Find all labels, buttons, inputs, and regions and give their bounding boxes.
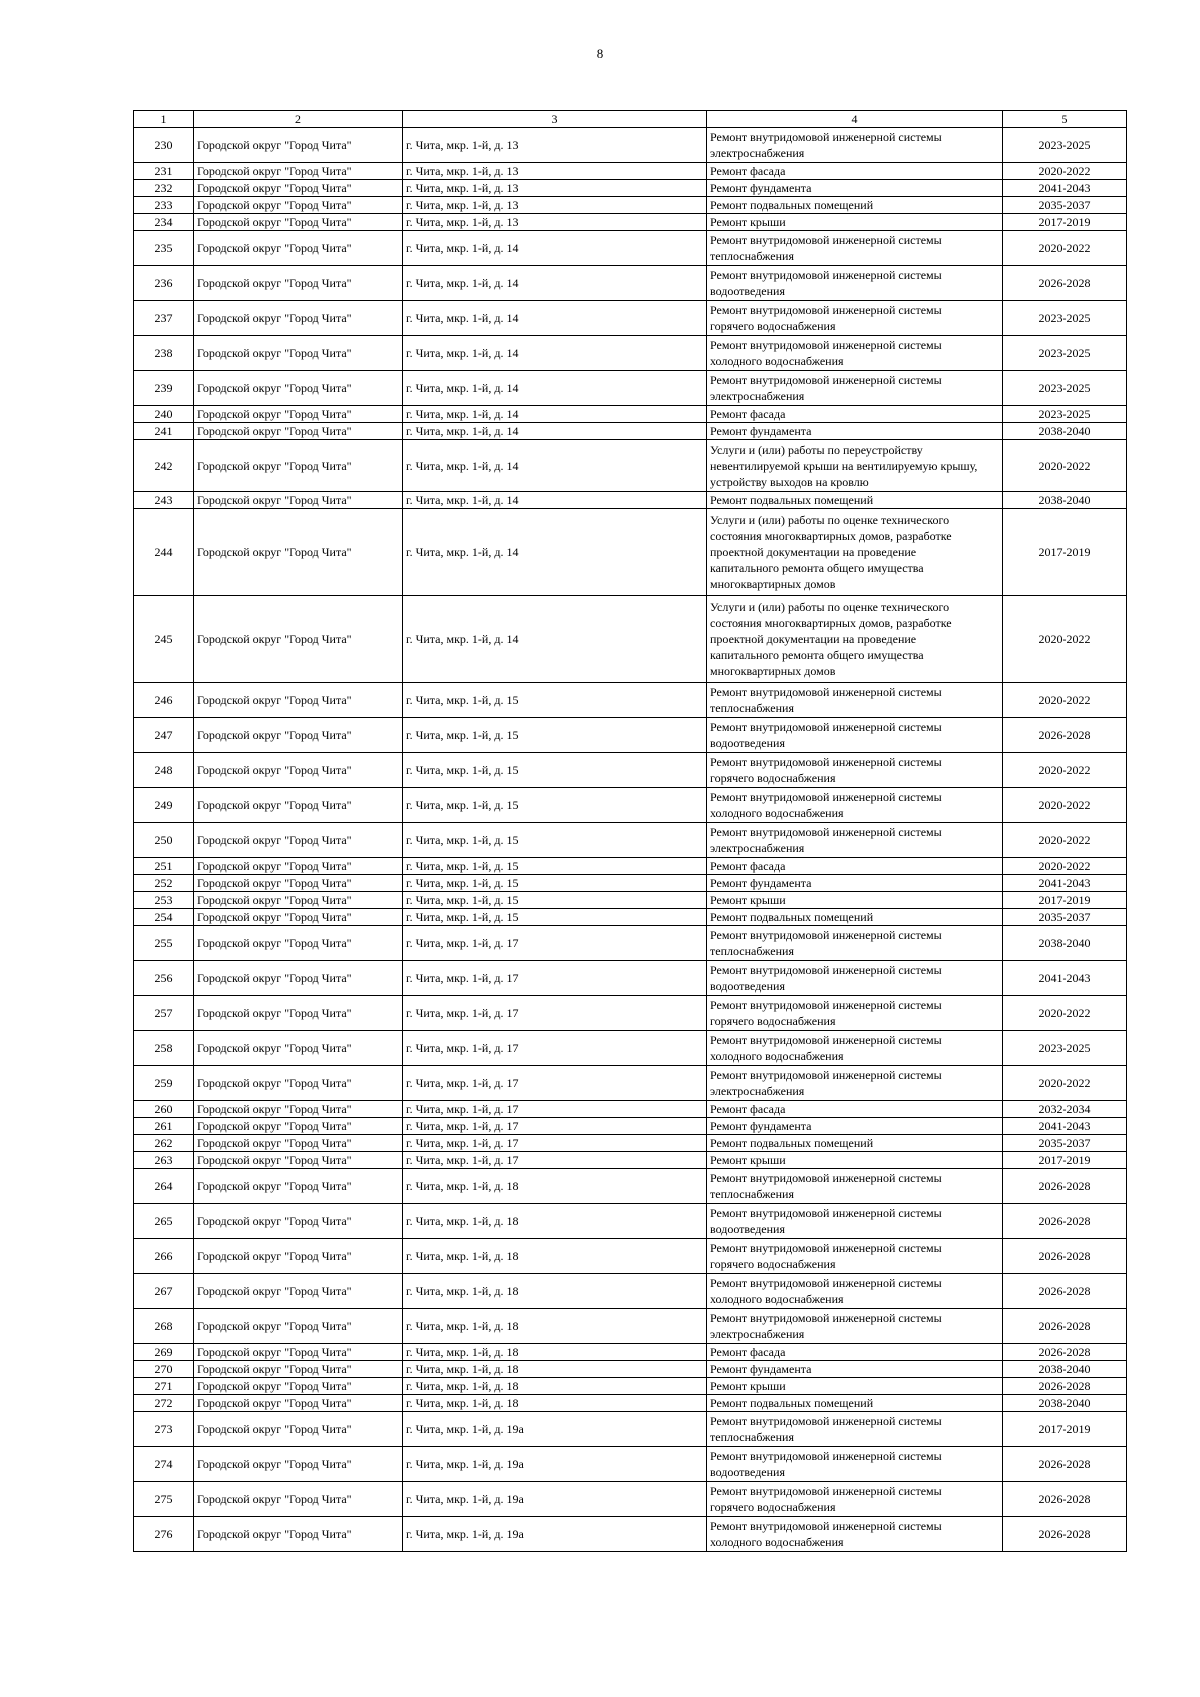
row-number-cell: 260 bbox=[134, 1101, 194, 1118]
row-number-cell: 274 bbox=[134, 1447, 194, 1482]
period-cell: 2020-2022 bbox=[1003, 163, 1127, 180]
address-cell: г. Чита, мкр. 1-й, д. 14 bbox=[403, 492, 707, 509]
address-cell: г. Чита, мкр. 1-й, д. 19а bbox=[403, 1412, 707, 1447]
municipality-cell: Городской округ "Город Чита" bbox=[194, 1152, 403, 1169]
period-cell: 2017-2019 bbox=[1003, 1412, 1127, 1447]
work-type-cell: Ремонт фундамента bbox=[707, 1118, 1003, 1135]
table-row bbox=[134, 909, 1127, 926]
address-cell: г. Чита, мкр. 1-й, д. 14 bbox=[403, 423, 707, 440]
period-cell: 2038-2040 bbox=[1003, 1361, 1127, 1378]
row-number-cell: 263 bbox=[134, 1152, 194, 1169]
work-type-cell: Ремонт фундамента bbox=[707, 1361, 1003, 1378]
row-number-cell: 275 bbox=[134, 1482, 194, 1517]
municipality-cell: Городской округ "Город Чита" bbox=[194, 1118, 403, 1135]
period-cell: 2032-2034 bbox=[1003, 1101, 1127, 1118]
period-cell: 2041-2043 bbox=[1003, 1118, 1127, 1135]
period-cell: 2038-2040 bbox=[1003, 492, 1127, 509]
work-type-cell: Ремонт внутридомовой инженерной системы водоотведения bbox=[707, 961, 1003, 996]
table-row bbox=[134, 336, 1127, 371]
period-cell: 2035-2037 bbox=[1003, 909, 1127, 926]
municipality-cell: Городской округ "Город Чита" bbox=[194, 875, 403, 892]
municipality-cell: Городской округ "Город Чита" bbox=[194, 231, 403, 266]
work-type-cell: Ремонт внутридомовой инженерной системы теплоснабжения bbox=[707, 926, 1003, 961]
period-cell: 2017-2019 bbox=[1003, 1152, 1127, 1169]
header-row bbox=[134, 111, 1127, 128]
address-cell: г. Чита, мкр. 1-й, д. 17 bbox=[403, 1101, 707, 1118]
row-number-cell: 247 bbox=[134, 718, 194, 753]
table-row bbox=[134, 1344, 1127, 1361]
municipality-cell: Городской округ "Город Чита" bbox=[194, 961, 403, 996]
address-cell: г. Чита, мкр. 1-й, д. 15 bbox=[403, 788, 707, 823]
address-cell: г. Чита, мкр. 1-й, д. 15 bbox=[403, 875, 707, 892]
table-row bbox=[134, 492, 1127, 509]
table-row bbox=[134, 683, 1127, 718]
address-cell: г. Чита, мкр. 1-й, д. 14 bbox=[403, 301, 707, 336]
row-number-cell: 238 bbox=[134, 336, 194, 371]
address-cell: г. Чита, мкр. 1-й, д. 17 bbox=[403, 926, 707, 961]
work-type-cell: Ремонт внутридомовой инженерной системы теплоснабжения bbox=[707, 231, 1003, 266]
work-type-cell: Ремонт внутридомовой инженерной системы водоотведения bbox=[707, 266, 1003, 301]
municipality-cell: Городской округ "Город Чита" bbox=[194, 1239, 403, 1274]
work-type-cell: Ремонт внутридомовой инженерной системы горячего водоснабжения bbox=[707, 301, 1003, 336]
municipality-cell: Городской округ "Город Чита" bbox=[194, 266, 403, 301]
municipality-cell: Городской округ "Город Чита" bbox=[194, 1274, 403, 1309]
row-number-cell: 232 bbox=[134, 180, 194, 197]
table-row bbox=[134, 301, 1127, 336]
work-type-cell: Ремонт фасада bbox=[707, 1344, 1003, 1361]
period-cell: 2041-2043 bbox=[1003, 961, 1127, 996]
column-header: 2 bbox=[194, 111, 403, 128]
address-cell: г. Чита, мкр. 1-й, д. 13 bbox=[403, 128, 707, 163]
address-cell: г. Чита, мкр. 1-й, д. 15 bbox=[403, 892, 707, 909]
period-cell: 2020-2022 bbox=[1003, 596, 1127, 683]
row-number-cell: 264 bbox=[134, 1169, 194, 1204]
work-type-cell: Ремонт внутридомовой инженерной системы горячего водоснабжения bbox=[707, 1482, 1003, 1517]
period-cell: 2020-2022 bbox=[1003, 823, 1127, 858]
table-row bbox=[134, 406, 1127, 423]
row-number-cell: 245 bbox=[134, 596, 194, 683]
row-number-cell: 248 bbox=[134, 753, 194, 788]
period-cell: 2038-2040 bbox=[1003, 926, 1127, 961]
address-cell: г. Чита, мкр. 1-й, д. 18 bbox=[403, 1361, 707, 1378]
table-row bbox=[134, 753, 1127, 788]
work-type-cell: Ремонт фасада bbox=[707, 406, 1003, 423]
period-cell: 2026-2028 bbox=[1003, 1447, 1127, 1482]
period-cell: 2041-2043 bbox=[1003, 180, 1127, 197]
row-number-cell: 239 bbox=[134, 371, 194, 406]
municipality-cell: Городской округ "Город Чита" bbox=[194, 509, 403, 596]
work-type-cell: Ремонт внутридомовой инженерной системы водоотведения bbox=[707, 1447, 1003, 1482]
municipality-cell: Городской округ "Город Чита" bbox=[194, 909, 403, 926]
row-number-cell: 242 bbox=[134, 440, 194, 492]
address-cell: г. Чита, мкр. 1-й, д. 13 bbox=[403, 214, 707, 231]
municipality-cell: Городской округ "Город Чита" bbox=[194, 1031, 403, 1066]
work-type-cell: Ремонт внутридомовой инженерной системы горячего водоснабжения bbox=[707, 996, 1003, 1031]
work-type-cell: Ремонт внутридомовой инженерной системы горячего водоснабжения bbox=[707, 753, 1003, 788]
period-cell: 2020-2022 bbox=[1003, 231, 1127, 266]
table-row bbox=[134, 163, 1127, 180]
row-number-cell: 241 bbox=[134, 423, 194, 440]
row-number-cell: 236 bbox=[134, 266, 194, 301]
period-cell: 2026-2028 bbox=[1003, 266, 1127, 301]
table-row bbox=[134, 1517, 1127, 1552]
row-number-cell: 276 bbox=[134, 1517, 194, 1552]
row-number-cell: 266 bbox=[134, 1239, 194, 1274]
work-type-cell: Услуги и (или) работы по оценке технического состояния многоквартирных домов, разработке проектной документации на проведение капитального ремонта общего имущества многоквартирных домов bbox=[707, 509, 1003, 596]
work-type-cell: Ремонт внутридомовой инженерной системы холодного водоснабжения bbox=[707, 1031, 1003, 1066]
work-type-cell: Ремонт подвальных помещений bbox=[707, 1395, 1003, 1412]
address-cell: г. Чита, мкр. 1-й, д. 17 bbox=[403, 1152, 707, 1169]
municipality-cell: Городской округ "Город Чита" bbox=[194, 1101, 403, 1118]
work-type-cell: Ремонт подвальных помещений bbox=[707, 492, 1003, 509]
work-type-cell: Ремонт внутридомовой инженерной системы теплоснабжения bbox=[707, 1169, 1003, 1204]
row-number-cell: 255 bbox=[134, 926, 194, 961]
work-type-cell: Ремонт крыши bbox=[707, 1152, 1003, 1169]
municipality-cell: Городской округ "Город Чита" bbox=[194, 406, 403, 423]
column-header: 4 bbox=[707, 111, 1003, 128]
table-row bbox=[134, 926, 1127, 961]
row-number-cell: 272 bbox=[134, 1395, 194, 1412]
table-row bbox=[134, 961, 1127, 996]
row-number-cell: 240 bbox=[134, 406, 194, 423]
municipality-cell: Городской округ "Город Чита" bbox=[194, 823, 403, 858]
period-cell: 2026-2028 bbox=[1003, 1204, 1127, 1239]
row-number-cell: 265 bbox=[134, 1204, 194, 1239]
work-type-cell: Ремонт внутридомовой инженерной системы электроснабжения bbox=[707, 1066, 1003, 1101]
row-number-cell: 273 bbox=[134, 1412, 194, 1447]
address-cell: г. Чита, мкр. 1-й, д. 18 bbox=[403, 1378, 707, 1395]
table-row bbox=[134, 1361, 1127, 1378]
period-cell: 2026-2028 bbox=[1003, 1309, 1127, 1344]
period-cell: 2017-2019 bbox=[1003, 892, 1127, 909]
row-number-cell: 237 bbox=[134, 301, 194, 336]
table-row bbox=[134, 1482, 1127, 1517]
table-row bbox=[134, 180, 1127, 197]
work-type-cell: Ремонт внутридомовой инженерной системы электроснабжения bbox=[707, 128, 1003, 163]
period-cell: 2035-2037 bbox=[1003, 1135, 1127, 1152]
municipality-cell: Городской округ "Город Чита" bbox=[194, 492, 403, 509]
period-cell: 2017-2019 bbox=[1003, 214, 1127, 231]
table-row bbox=[134, 1274, 1127, 1309]
municipality-cell: Городской округ "Город Чита" bbox=[194, 683, 403, 718]
municipality-cell: Городской округ "Город Чита" bbox=[194, 197, 403, 214]
work-type-cell: Ремонт фасада bbox=[707, 858, 1003, 875]
row-number-cell: 231 bbox=[134, 163, 194, 180]
work-type-cell: Ремонт внутридомовой инженерной системы горячего водоснабжения bbox=[707, 1239, 1003, 1274]
period-cell: 2020-2022 bbox=[1003, 753, 1127, 788]
row-number-cell: 230 bbox=[134, 128, 194, 163]
address-cell: г. Чита, мкр. 1-й, д. 18 bbox=[403, 1239, 707, 1274]
table-row bbox=[134, 718, 1127, 753]
address-cell: г. Чита, мкр. 1-й, д. 19а bbox=[403, 1482, 707, 1517]
row-number-cell: 235 bbox=[134, 231, 194, 266]
municipality-cell: Городской округ "Город Чита" bbox=[194, 301, 403, 336]
municipality-cell: Городской округ "Город Чита" bbox=[194, 892, 403, 909]
municipality-cell: Городской округ "Город Чита" bbox=[194, 1361, 403, 1378]
period-cell: 2020-2022 bbox=[1003, 1066, 1127, 1101]
address-cell: г. Чита, мкр. 1-й, д. 18 bbox=[403, 1274, 707, 1309]
period-cell: 2020-2022 bbox=[1003, 996, 1127, 1031]
municipality-cell: Городской округ "Город Чита" bbox=[194, 1517, 403, 1552]
row-number-cell: 233 bbox=[134, 197, 194, 214]
work-type-cell: Ремонт подвальных помещений bbox=[707, 197, 1003, 214]
address-cell: г. Чита, мкр. 1-й, д. 14 bbox=[403, 440, 707, 492]
period-cell: 2038-2040 bbox=[1003, 423, 1127, 440]
row-number-cell: 251 bbox=[134, 858, 194, 875]
municipality-cell: Городской округ "Город Чита" bbox=[194, 1482, 403, 1517]
municipality-cell: Городской округ "Город Чита" bbox=[194, 1447, 403, 1482]
period-cell: 2026-2028 bbox=[1003, 1482, 1127, 1517]
address-cell: г. Чита, мкр. 1-й, д. 18 bbox=[403, 1344, 707, 1361]
municipality-cell: Городской округ "Город Чита" bbox=[194, 163, 403, 180]
table-row bbox=[134, 1101, 1127, 1118]
municipality-cell: Городской округ "Город Чита" bbox=[194, 440, 403, 492]
municipality-cell: Городской округ "Город Чита" bbox=[194, 1395, 403, 1412]
row-number-cell: 246 bbox=[134, 683, 194, 718]
table-row bbox=[134, 892, 1127, 909]
row-number-cell: 250 bbox=[134, 823, 194, 858]
municipality-cell: Городской округ "Город Чита" bbox=[194, 996, 403, 1031]
municipality-cell: Городской округ "Город Чита" bbox=[194, 1412, 403, 1447]
period-cell: 2041-2043 bbox=[1003, 875, 1127, 892]
address-cell: г. Чита, мкр. 1-й, д. 15 bbox=[403, 683, 707, 718]
row-number-cell: 270 bbox=[134, 1361, 194, 1378]
period-cell: 2020-2022 bbox=[1003, 440, 1127, 492]
table-body bbox=[134, 111, 1127, 1552]
municipality-cell: Городской округ "Город Чита" bbox=[194, 371, 403, 406]
address-cell: г. Чита, мкр. 1-й, д. 14 bbox=[403, 596, 707, 683]
municipality-cell: Городской округ "Город Чита" bbox=[194, 336, 403, 371]
period-cell: 2023-2025 bbox=[1003, 1031, 1127, 1066]
row-number-cell: 258 bbox=[134, 1031, 194, 1066]
municipality-cell: Городской округ "Город Чита" bbox=[194, 858, 403, 875]
table-row bbox=[134, 823, 1127, 858]
address-cell: г. Чита, мкр. 1-й, д. 14 bbox=[403, 231, 707, 266]
table-row bbox=[134, 875, 1127, 892]
table-row bbox=[134, 1135, 1127, 1152]
address-cell: г. Чита, мкр. 1-й, д. 15 bbox=[403, 718, 707, 753]
period-cell: 2026-2028 bbox=[1003, 1378, 1127, 1395]
table-row bbox=[134, 1309, 1127, 1344]
period-cell: 2038-2040 bbox=[1003, 1395, 1127, 1412]
work-type-cell: Услуги и (или) работы по переустройству невентилируемой крыши на вентилируемую крышу, устройству выходов на кровлю bbox=[707, 440, 1003, 492]
row-number-cell: 268 bbox=[134, 1309, 194, 1344]
row-number-cell: 259 bbox=[134, 1066, 194, 1101]
address-cell: г. Чита, мкр. 1-й, д. 15 bbox=[403, 823, 707, 858]
work-type-cell: Ремонт внутридомовой инженерной системы водоотведения bbox=[707, 718, 1003, 753]
municipality-cell: Городской округ "Город Чита" bbox=[194, 1066, 403, 1101]
period-cell: 2023-2025 bbox=[1003, 406, 1127, 423]
work-type-cell: Ремонт подвальных помещений bbox=[707, 1135, 1003, 1152]
table-row bbox=[134, 788, 1127, 823]
period-cell: 2020-2022 bbox=[1003, 788, 1127, 823]
table-row bbox=[134, 1152, 1127, 1169]
address-cell: г. Чита, мкр. 1-й, д. 13 bbox=[403, 180, 707, 197]
work-type-cell: Ремонт фундамента bbox=[707, 875, 1003, 892]
address-cell: г. Чита, мкр. 1-й, д. 15 bbox=[403, 753, 707, 788]
table-row bbox=[134, 1118, 1127, 1135]
table-row bbox=[134, 128, 1127, 163]
municipality-cell: Городской округ "Город Чита" bbox=[194, 753, 403, 788]
row-number-cell: 271 bbox=[134, 1378, 194, 1395]
work-type-cell: Ремонт фасада bbox=[707, 1101, 1003, 1118]
work-type-cell: Услуги и (или) работы по оценке технического состояния многоквартирных домов, разработке проектной документации на проведение капитального ремонта общего имущества многоквартирных домов bbox=[707, 596, 1003, 683]
work-type-cell: Ремонт фундамента bbox=[707, 180, 1003, 197]
table-row bbox=[134, 266, 1127, 301]
address-cell: г. Чита, мкр. 1-й, д. 18 bbox=[403, 1309, 707, 1344]
table-row bbox=[134, 596, 1127, 683]
work-type-cell: Ремонт внутридомовой инженерной системы электроснабжения bbox=[707, 1309, 1003, 1344]
municipality-cell: Городской округ "Город Чита" bbox=[194, 1378, 403, 1395]
municipality-cell: Городской округ "Город Чита" bbox=[194, 1344, 403, 1361]
column-header: 3 bbox=[403, 111, 707, 128]
municipality-cell: Городской округ "Город Чита" bbox=[194, 1169, 403, 1204]
work-type-cell: Ремонт внутридомовой инженерной системы водоотведения bbox=[707, 1204, 1003, 1239]
municipality-cell: Городской округ "Город Чита" bbox=[194, 1204, 403, 1239]
period-cell: 2023-2025 bbox=[1003, 336, 1127, 371]
table-row bbox=[134, 1031, 1127, 1066]
address-cell: г. Чита, мкр. 1-й, д. 18 bbox=[403, 1204, 707, 1239]
column-header: 5 bbox=[1003, 111, 1127, 128]
address-cell: г. Чита, мкр. 1-й, д. 14 bbox=[403, 266, 707, 301]
capital-repair-table bbox=[133, 110, 1127, 1552]
municipality-cell: Городской округ "Город Чита" bbox=[194, 1135, 403, 1152]
address-cell: г. Чита, мкр. 1-й, д. 17 bbox=[403, 1135, 707, 1152]
period-cell: 2023-2025 bbox=[1003, 301, 1127, 336]
table-row bbox=[134, 371, 1127, 406]
table-row bbox=[134, 858, 1127, 875]
table-row bbox=[134, 1239, 1127, 1274]
row-number-cell: 269 bbox=[134, 1344, 194, 1361]
municipality-cell: Городской округ "Город Чита" bbox=[194, 180, 403, 197]
row-number-cell: 257 bbox=[134, 996, 194, 1031]
address-cell: г. Чита, мкр. 1-й, д. 13 bbox=[403, 197, 707, 214]
work-type-cell: Ремонт внутридомовой инженерной системы холодного водоснабжения bbox=[707, 788, 1003, 823]
table-row bbox=[134, 231, 1127, 266]
address-cell: г. Чита, мкр. 1-й, д. 19а bbox=[403, 1447, 707, 1482]
table-row bbox=[134, 1447, 1127, 1482]
table-row bbox=[134, 440, 1127, 492]
work-type-cell: Ремонт внутридомовой инженерной системы холодного водоснабжения bbox=[707, 1517, 1003, 1552]
period-cell: 2023-2025 bbox=[1003, 128, 1127, 163]
row-number-cell: 267 bbox=[134, 1274, 194, 1309]
period-cell: 2026-2028 bbox=[1003, 718, 1127, 753]
period-cell: 2026-2028 bbox=[1003, 1517, 1127, 1552]
table-row bbox=[134, 509, 1127, 596]
row-number-cell: 244 bbox=[134, 509, 194, 596]
address-cell: г. Чита, мкр. 1-й, д. 17 bbox=[403, 961, 707, 996]
period-cell: 2020-2022 bbox=[1003, 858, 1127, 875]
address-cell: г. Чита, мкр. 1-й, д. 14 bbox=[403, 336, 707, 371]
period-cell: 2023-2025 bbox=[1003, 371, 1127, 406]
row-number-cell: 249 bbox=[134, 788, 194, 823]
address-cell: г. Чита, мкр. 1-й, д. 17 bbox=[403, 1118, 707, 1135]
row-number-cell: 234 bbox=[134, 214, 194, 231]
municipality-cell: Городской округ "Город Чита" bbox=[194, 1309, 403, 1344]
table-row bbox=[134, 1204, 1127, 1239]
table-row bbox=[134, 197, 1127, 214]
work-type-cell: Ремонт крыши bbox=[707, 892, 1003, 909]
address-cell: г. Чита, мкр. 1-й, д. 18 bbox=[403, 1169, 707, 1204]
address-cell: г. Чита, мкр. 1-й, д. 19а bbox=[403, 1517, 707, 1552]
page-number: 8 bbox=[596, 46, 604, 61]
table-row bbox=[134, 1412, 1127, 1447]
table-row bbox=[134, 423, 1127, 440]
work-type-cell: Ремонт крыши bbox=[707, 1378, 1003, 1395]
row-number-cell: 253 bbox=[134, 892, 194, 909]
period-cell: 2026-2028 bbox=[1003, 1239, 1127, 1274]
period-cell: 2026-2028 bbox=[1003, 1274, 1127, 1309]
period-cell: 2026-2028 bbox=[1003, 1169, 1127, 1204]
row-number-cell: 243 bbox=[134, 492, 194, 509]
row-number-cell: 256 bbox=[134, 961, 194, 996]
address-cell: г. Чита, мкр. 1-й, д. 14 bbox=[403, 406, 707, 423]
address-cell: г. Чита, мкр. 1-й, д. 17 bbox=[403, 1066, 707, 1101]
municipality-cell: Городской округ "Город Чита" bbox=[194, 214, 403, 231]
work-type-cell: Ремонт внутридомовой инженерной системы холодного водоснабжения bbox=[707, 1274, 1003, 1309]
address-cell: г. Чита, мкр. 1-й, д. 14 bbox=[403, 509, 707, 596]
row-number-cell: 254 bbox=[134, 909, 194, 926]
table-row bbox=[134, 1378, 1127, 1395]
period-cell: 2017-2019 bbox=[1003, 509, 1127, 596]
work-type-cell: Ремонт внутридомовой инженерной системы электроснабжения bbox=[707, 823, 1003, 858]
table-row bbox=[134, 1169, 1127, 1204]
row-number-cell: 261 bbox=[134, 1118, 194, 1135]
work-type-cell: Ремонт внутридомовой инженерной системы холодного водоснабжения bbox=[707, 336, 1003, 371]
row-number-cell: 262 bbox=[134, 1135, 194, 1152]
table-row bbox=[134, 996, 1127, 1031]
table-row bbox=[134, 1066, 1127, 1101]
work-type-cell: Ремонт фасада bbox=[707, 163, 1003, 180]
address-cell: г. Чита, мкр. 1-й, д. 15 bbox=[403, 909, 707, 926]
work-type-cell: Ремонт подвальных помещений bbox=[707, 909, 1003, 926]
address-cell: г. Чита, мкр. 1-й, д. 17 bbox=[403, 1031, 707, 1066]
row-number-cell: 252 bbox=[134, 875, 194, 892]
municipality-cell: Городской округ "Город Чита" bbox=[194, 423, 403, 440]
address-cell: г. Чита, мкр. 1-й, д. 18 bbox=[403, 1395, 707, 1412]
table-row bbox=[134, 1395, 1127, 1412]
municipality-cell: Городской округ "Город Чита" bbox=[194, 788, 403, 823]
municipality-cell: Городской округ "Город Чита" bbox=[194, 926, 403, 961]
table-row bbox=[134, 214, 1127, 231]
work-type-cell: Ремонт внутридомовой инженерной системы теплоснабжения bbox=[707, 683, 1003, 718]
work-type-cell: Ремонт внутридомовой инженерной системы теплоснабжения bbox=[707, 1412, 1003, 1447]
work-type-cell: Ремонт фундамента bbox=[707, 423, 1003, 440]
period-cell: 2026-2028 bbox=[1003, 1344, 1127, 1361]
address-cell: г. Чита, мкр. 1-й, д. 17 bbox=[403, 996, 707, 1031]
period-cell: 2035-2037 bbox=[1003, 197, 1127, 214]
municipality-cell: Городской округ "Город Чита" bbox=[194, 596, 403, 683]
municipality-cell: Городской округ "Город Чита" bbox=[194, 128, 403, 163]
address-cell: г. Чита, мкр. 1-й, д. 15 bbox=[403, 858, 707, 875]
column-header: 1 bbox=[134, 111, 194, 128]
address-cell: г. Чита, мкр. 1-й, д. 14 bbox=[403, 371, 707, 406]
municipality-cell: Городской округ "Город Чита" bbox=[194, 718, 403, 753]
period-cell: 2020-2022 bbox=[1003, 683, 1127, 718]
work-type-cell: Ремонт крыши bbox=[707, 214, 1003, 231]
work-type-cell: Ремонт внутридомовой инженерной системы электроснабжения bbox=[707, 371, 1003, 406]
address-cell: г. Чита, мкр. 1-й, д. 13 bbox=[403, 163, 707, 180]
